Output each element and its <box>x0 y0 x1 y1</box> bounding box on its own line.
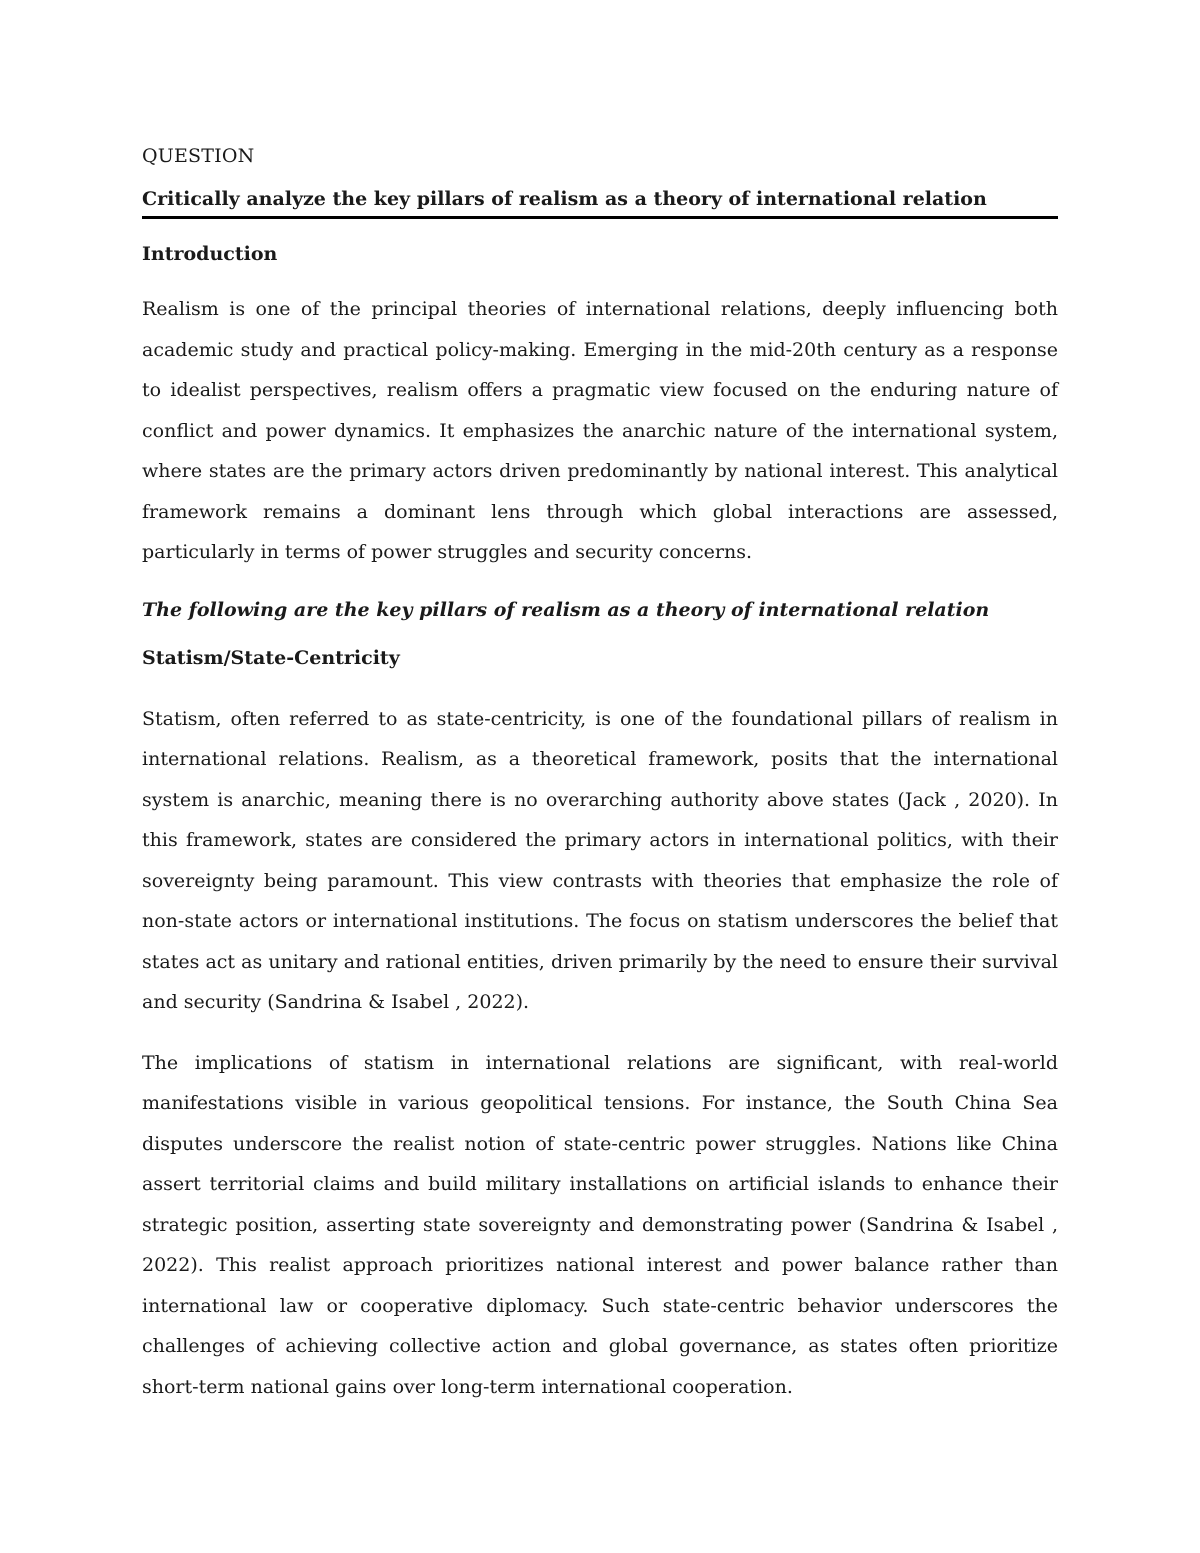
statism-paragraph-2: The implications of statism in international relations are significant, with real-world manifestations visible in various geopolitical tensions. For instance, the South China Sea disputes underscore the realist notion of state-centric power struggles. Nations like China assert territorial claims and build military installations on artificial islands to enhance their strategic position, asserting state sovereignty and demonstrating power (Sandrina & Isabel , 2022). This realist approach prioritizes national interest and power balance rather than international law or cooperative diplomacy. Such state-centric behavior underscores the challenges of achieving collective action and global governance, as states often prioritize short-term national gains over long-term international cooperation. <box>142 1051 1058 1398</box>
question-title: Critically analyze the key pillars of realism as a theory of international relation <box>142 184 1058 219</box>
document-page <box>142 140 1058 1407</box>
introduction-paragraph: Realism is one of the principal theories of international relations, deeply influencing both academic study and practical policy-making. Emerging in the mid-20th century as a response to idealist perspectives, realism offers a pragmatic view focused on the enduring nature of conflict and power dynamics. It emphasizes the anarchic nature of the international system, where states are the primary actors driven predominantly by national interest. This analytical framework remains a dominant lens through which global interactions are assessed, particularly in terms of power struggles and security concerns. <box>142 298 1058 563</box>
statism-paragraph-1: Statism, often referred to as state-centricity, is one of the foundational pillars of realism in international relations. Realism, as a theoretical framework, posits that the international system is anarchic, meaning there is no overarching authority above states (Jack , 2020). In this framework, states are considered the primary actors in international politics, with their sovereignty being paramount. This view contrasts with theories that emphasize the role of non-state actors or international institutions. The focus on statism underscores the belief that states act as unitary and rational entities, driven primarily by the need to ensure their survival and security (Sandrina & Isabel , 2022). <box>142 707 1058 1013</box>
introduction-heading: Introduction <box>142 243 278 265</box>
question-label: QUESTION <box>142 145 255 167</box>
pillars-heading: The following are the key pillars of realism as a theory of international relation <box>142 598 990 621</box>
statism-heading: Statism/State-Centricity <box>142 646 400 669</box>
